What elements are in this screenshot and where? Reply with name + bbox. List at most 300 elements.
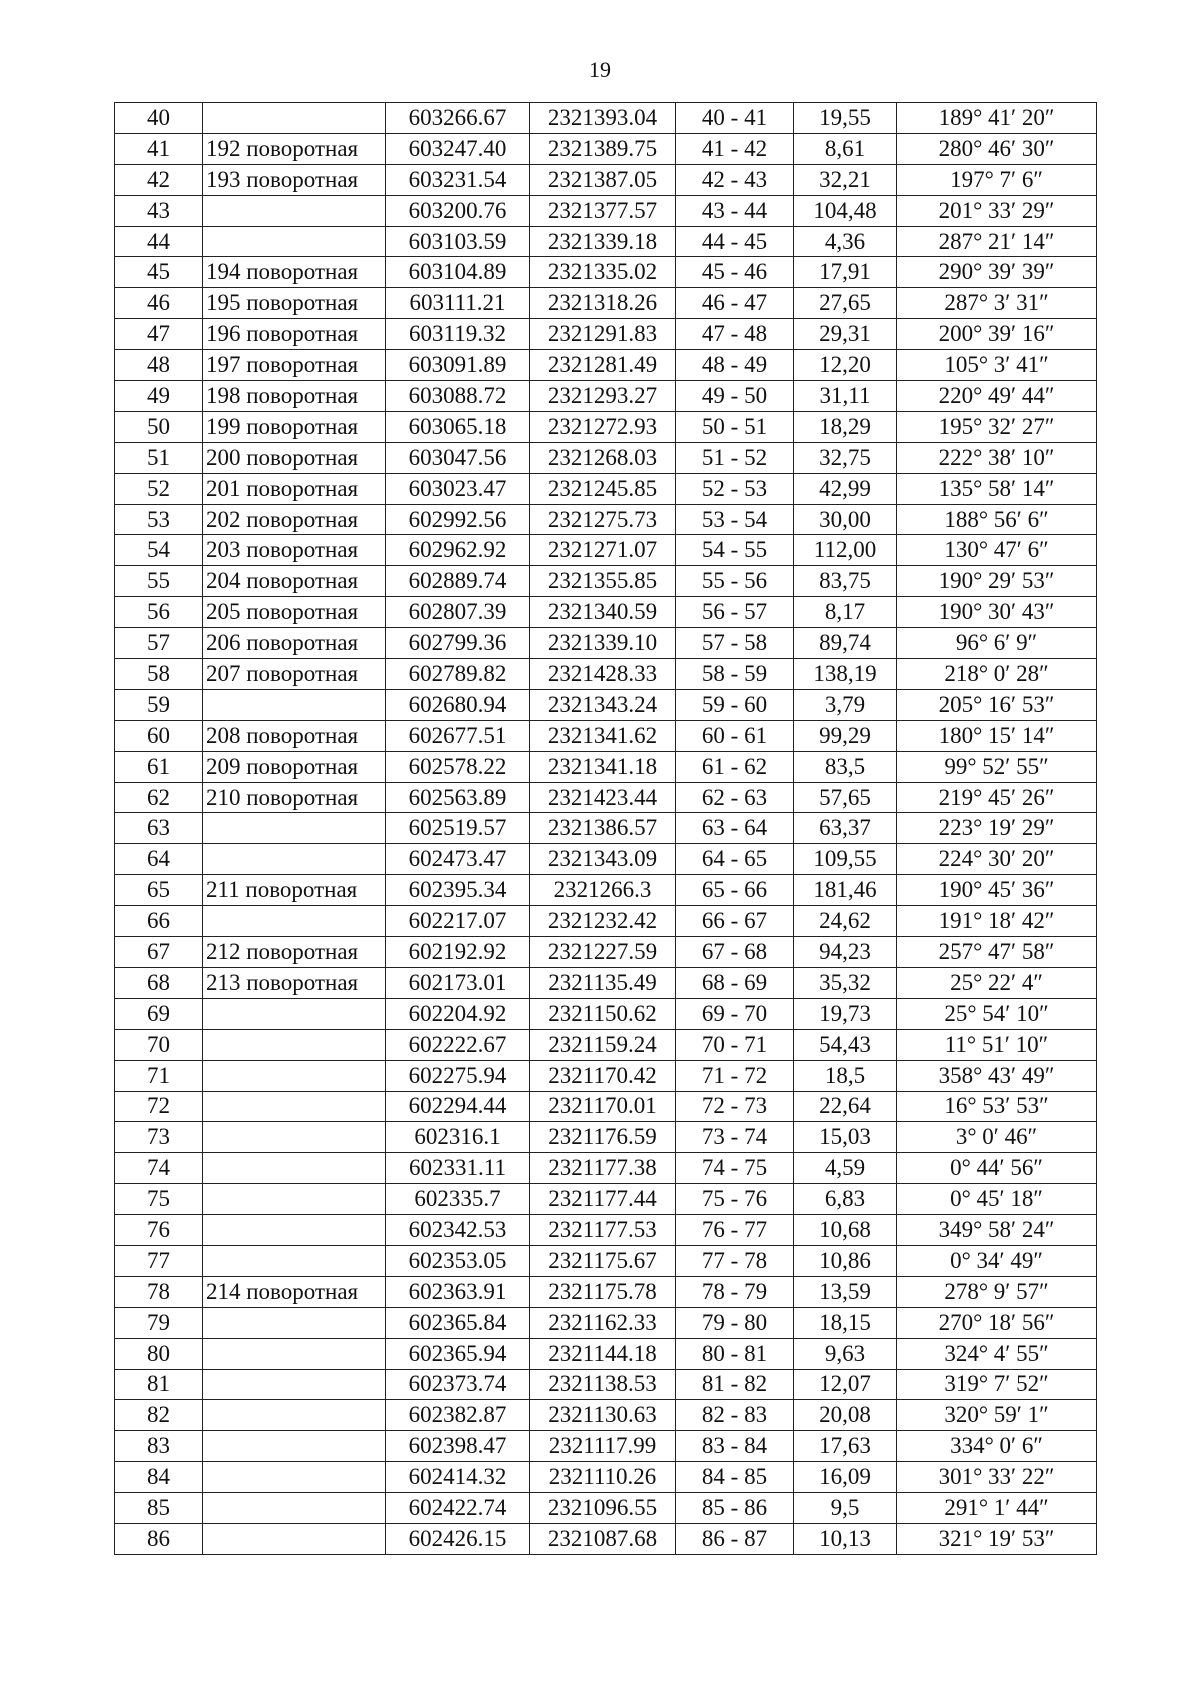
cell-bearing: 130° 47′ 6″ (897, 535, 1097, 566)
cell-coord-y: 2321343.24 (530, 689, 676, 720)
table-row (115, 813, 1097, 844)
table-row (115, 566, 1097, 597)
cell-segment: 43 - 44 (676, 195, 794, 226)
cell-segment: 71 - 72 (676, 1060, 794, 1091)
cell-segment: 45 - 46 (676, 257, 794, 288)
cell-segment: 73 - 74 (676, 1122, 794, 1153)
cell-coord-y: 2321339.10 (530, 628, 676, 659)
cell-distance: 8,61 (794, 133, 897, 164)
cell-coord-x: 602962.92 (386, 535, 530, 566)
cell-bearing: 223° 19′ 29″ (897, 813, 1097, 844)
table-row (115, 967, 1097, 998)
cell-distance: 18,15 (794, 1307, 897, 1338)
cell-bearing: 189° 41′ 20″ (897, 103, 1097, 134)
cell-segment: 60 - 61 (676, 720, 794, 751)
cell-bearing: 320° 59′ 1″ (897, 1400, 1097, 1431)
cell-coord-x: 602294.44 (386, 1091, 530, 1122)
cell-bearing: 219° 45′ 26″ (897, 782, 1097, 813)
cell-coord-x: 602414.32 (386, 1462, 530, 1493)
cell-point-number: 52 (115, 473, 203, 504)
cell-coord-y: 2321096.55 (530, 1493, 676, 1524)
cell-bearing: 197° 7′ 6″ (897, 164, 1097, 195)
cell-coord-x: 602316.1 (386, 1122, 530, 1153)
cell-point-number: 72 (115, 1091, 203, 1122)
cell-distance: 32,75 (794, 442, 897, 473)
cell-point-description: 196 поворотная (203, 319, 386, 350)
cell-coord-y: 2321389.75 (530, 133, 676, 164)
cell-coord-y: 2321144.18 (530, 1338, 676, 1369)
cell-segment: 53 - 54 (676, 504, 794, 535)
table-row (115, 782, 1097, 813)
table-row (115, 1276, 1097, 1307)
cell-point-number: 60 (115, 720, 203, 751)
cell-point-number: 56 (115, 597, 203, 628)
cell-point-number: 45 (115, 257, 203, 288)
cell-coord-x: 603266.67 (386, 103, 530, 134)
table-row (115, 1523, 1097, 1554)
table-row (115, 689, 1097, 720)
table-row (115, 875, 1097, 906)
cell-segment: 77 - 78 (676, 1245, 794, 1276)
cell-point-description (203, 1060, 386, 1091)
cell-point-description: 199 поворотная (203, 411, 386, 442)
cell-point-description: 211 поворотная (203, 875, 386, 906)
cell-distance: 8,17 (794, 597, 897, 628)
cell-point-number: 77 (115, 1245, 203, 1276)
cell-bearing: 0° 34′ 49″ (897, 1245, 1097, 1276)
cell-segment: 42 - 43 (676, 164, 794, 195)
cell-point-description: 202 поворотная (203, 504, 386, 535)
cell-coord-y: 2321355.85 (530, 566, 676, 597)
cell-point-description (203, 844, 386, 875)
cell-point-number: 51 (115, 442, 203, 473)
cell-coord-y: 2321393.04 (530, 103, 676, 134)
cell-coord-x: 602192.92 (386, 937, 530, 968)
cell-distance: 6,83 (794, 1184, 897, 1215)
cell-coord-y: 2321175.78 (530, 1276, 676, 1307)
table-row (115, 473, 1097, 504)
table-row (115, 751, 1097, 782)
cell-coord-y: 2321275.73 (530, 504, 676, 535)
cell-coord-x: 602331.11 (386, 1153, 530, 1184)
table-row (115, 1245, 1097, 1276)
cell-segment: 47 - 48 (676, 319, 794, 350)
cell-point-description (203, 1153, 386, 1184)
cell-point-number: 53 (115, 504, 203, 535)
cell-bearing: 191° 18′ 42″ (897, 906, 1097, 937)
cell-distance: 10,86 (794, 1245, 897, 1276)
cell-point-description: 208 поворотная (203, 720, 386, 751)
cell-coord-y: 2321150.62 (530, 998, 676, 1029)
cell-coord-x: 602807.39 (386, 597, 530, 628)
cell-distance: 16,09 (794, 1462, 897, 1493)
cell-point-description (203, 103, 386, 134)
cell-coord-y: 2321175.67 (530, 1245, 676, 1276)
cell-distance: 12,20 (794, 350, 897, 381)
cell-bearing: 278° 9′ 57″ (897, 1276, 1097, 1307)
cell-bearing: 205° 16′ 53″ (897, 689, 1097, 720)
cell-coord-y: 2321423.44 (530, 782, 676, 813)
cell-point-number: 68 (115, 967, 203, 998)
cell-coord-x: 602395.34 (386, 875, 530, 906)
table-row (115, 319, 1097, 350)
cell-coord-y: 2321170.42 (530, 1060, 676, 1091)
cell-bearing: 280° 46′ 30″ (897, 133, 1097, 164)
table-row (115, 1493, 1097, 1524)
cell-distance: 9,63 (794, 1338, 897, 1369)
cell-segment: 84 - 85 (676, 1462, 794, 1493)
cell-coord-y: 2321117.99 (530, 1431, 676, 1462)
cell-point-description (203, 813, 386, 844)
cell-distance: 9,5 (794, 1493, 897, 1524)
cell-coord-y: 2321176.59 (530, 1122, 676, 1153)
cell-point-description: 200 поворотная (203, 442, 386, 473)
cell-coord-x: 603119.32 (386, 319, 530, 350)
cell-coord-x: 602789.82 (386, 659, 530, 690)
cell-coord-x: 602992.56 (386, 504, 530, 535)
cell-distance: 63,37 (794, 813, 897, 844)
cell-point-number: 81 (115, 1369, 203, 1400)
cell-point-number: 40 (115, 103, 203, 134)
cell-coord-y: 2321339.18 (530, 226, 676, 257)
table-row (115, 1153, 1097, 1184)
cell-distance: 10,68 (794, 1215, 897, 1246)
table-row (115, 1215, 1097, 1246)
cell-point-number: 67 (115, 937, 203, 968)
table-row (115, 442, 1097, 473)
cell-bearing: 135° 58′ 14″ (897, 473, 1097, 504)
cell-distance: 112,00 (794, 535, 897, 566)
cell-segment: 70 - 71 (676, 1029, 794, 1060)
cell-distance: 31,11 (794, 381, 897, 412)
cell-bearing: 25° 54′ 10″ (897, 998, 1097, 1029)
cell-distance: 181,46 (794, 875, 897, 906)
cell-distance: 138,19 (794, 659, 897, 690)
cell-coord-y: 2321177.38 (530, 1153, 676, 1184)
cell-coord-x: 602275.94 (386, 1060, 530, 1091)
cell-segment: 63 - 64 (676, 813, 794, 844)
cell-bearing: 0° 44′ 56″ (897, 1153, 1097, 1184)
table-row (115, 103, 1097, 134)
cell-bearing: 349° 58′ 24″ (897, 1215, 1097, 1246)
cell-point-description (203, 998, 386, 1029)
table-row (115, 504, 1097, 535)
cell-point-number: 71 (115, 1060, 203, 1091)
cell-coord-y: 2321428.33 (530, 659, 676, 690)
cell-bearing: 301° 33′ 22″ (897, 1462, 1097, 1493)
cell-coord-y: 2321335.02 (530, 257, 676, 288)
cell-bearing: 25° 22′ 4″ (897, 967, 1097, 998)
cell-coord-x: 602677.51 (386, 720, 530, 751)
cell-bearing: 180° 15′ 14″ (897, 720, 1097, 751)
cell-bearing: 201° 33′ 29″ (897, 195, 1097, 226)
cell-point-number: 55 (115, 566, 203, 597)
cell-bearing: 188° 56′ 6″ (897, 504, 1097, 535)
cell-distance: 20,08 (794, 1400, 897, 1431)
table-row (115, 1400, 1097, 1431)
cell-coord-x: 603103.59 (386, 226, 530, 257)
cell-coord-x: 603111.21 (386, 288, 530, 319)
cell-distance: 83,5 (794, 751, 897, 782)
cell-point-number: 83 (115, 1431, 203, 1462)
cell-distance: 30,00 (794, 504, 897, 535)
cell-point-description: 205 поворотная (203, 597, 386, 628)
cell-coord-x: 602342.53 (386, 1215, 530, 1246)
cell-coord-y: 2321087.68 (530, 1523, 676, 1554)
cell-coord-x: 602365.84 (386, 1307, 530, 1338)
cell-segment: 75 - 76 (676, 1184, 794, 1215)
cell-coord-y: 2321162.33 (530, 1307, 676, 1338)
cell-bearing: 321° 19′ 53″ (897, 1523, 1097, 1554)
cell-segment: 67 - 68 (676, 937, 794, 968)
cell-distance: 27,65 (794, 288, 897, 319)
cell-point-description (203, 906, 386, 937)
table-row (115, 1029, 1097, 1060)
cell-point-description: 213 поворотная (203, 967, 386, 998)
cell-segment: 50 - 51 (676, 411, 794, 442)
cell-bearing: 200° 39′ 16″ (897, 319, 1097, 350)
cell-segment: 80 - 81 (676, 1338, 794, 1369)
cell-distance: 4,36 (794, 226, 897, 257)
cell-coord-x: 603047.56 (386, 442, 530, 473)
cell-segment: 85 - 86 (676, 1493, 794, 1524)
cell-segment: 61 - 62 (676, 751, 794, 782)
cell-point-number: 50 (115, 411, 203, 442)
cell-coord-y: 2321170.01 (530, 1091, 676, 1122)
cell-coord-y: 2321268.03 (530, 442, 676, 473)
cell-coord-x: 603247.40 (386, 133, 530, 164)
cell-point-description (203, 1091, 386, 1122)
cell-distance: 24,62 (794, 906, 897, 937)
cell-coord-y: 2321245.85 (530, 473, 676, 504)
cell-segment: 69 - 70 (676, 998, 794, 1029)
table-row (115, 1091, 1097, 1122)
cell-coord-x: 602398.47 (386, 1431, 530, 1462)
cell-point-description (203, 1245, 386, 1276)
cell-point-number: 86 (115, 1523, 203, 1554)
cell-bearing: 3° 0′ 46″ (897, 1122, 1097, 1153)
cell-point-number: 44 (115, 226, 203, 257)
cell-coord-x: 603091.89 (386, 350, 530, 381)
cell-coord-y: 2321272.93 (530, 411, 676, 442)
cell-coord-x: 603023.47 (386, 473, 530, 504)
cell-distance: 54,43 (794, 1029, 897, 1060)
cell-coord-x: 602335.7 (386, 1184, 530, 1215)
cell-segment: 52 - 53 (676, 473, 794, 504)
cell-coord-y: 2321291.83 (530, 319, 676, 350)
table-row (115, 1122, 1097, 1153)
cell-coord-y: 2321177.53 (530, 1215, 676, 1246)
cell-point-number: 79 (115, 1307, 203, 1338)
cell-bearing: 291° 1′ 44″ (897, 1493, 1097, 1524)
cell-coord-y: 2321343.09 (530, 844, 676, 875)
table-row (115, 133, 1097, 164)
cell-coord-x: 602173.01 (386, 967, 530, 998)
table-row (115, 350, 1097, 381)
cell-point-number: 78 (115, 1276, 203, 1307)
cell-coord-x: 602563.89 (386, 782, 530, 813)
cell-coord-y: 2321130.63 (530, 1400, 676, 1431)
cell-coord-y: 2321110.26 (530, 1462, 676, 1493)
cell-coord-x: 602217.07 (386, 906, 530, 937)
table-row (115, 1462, 1097, 1493)
cell-point-description (203, 1184, 386, 1215)
cell-coord-x: 603200.76 (386, 195, 530, 226)
cell-segment: 62 - 63 (676, 782, 794, 813)
coordinates-table-body (115, 103, 1097, 1555)
cell-point-description (203, 1215, 386, 1246)
cell-point-description: 193 поворотная (203, 164, 386, 195)
table-row (115, 1184, 1097, 1215)
cell-segment: 66 - 67 (676, 906, 794, 937)
cell-point-description (203, 1307, 386, 1338)
cell-point-number: 59 (115, 689, 203, 720)
cell-segment: 44 - 45 (676, 226, 794, 257)
cell-bearing: 290° 39′ 39″ (897, 257, 1097, 288)
cell-distance: 10,13 (794, 1523, 897, 1554)
cell-bearing: 190° 29′ 53″ (897, 566, 1097, 597)
cell-point-number: 69 (115, 998, 203, 1029)
table-row (115, 906, 1097, 937)
table-row (115, 1060, 1097, 1091)
cell-point-number: 46 (115, 288, 203, 319)
cell-segment: 86 - 87 (676, 1523, 794, 1554)
table-row (115, 844, 1097, 875)
cell-distance: 17,91 (794, 257, 897, 288)
cell-distance: 57,65 (794, 782, 897, 813)
cell-point-description (203, 1523, 386, 1554)
cell-distance: 12,07 (794, 1369, 897, 1400)
cell-point-description: 204 поворотная (203, 566, 386, 597)
cell-point-description (203, 1462, 386, 1493)
cell-segment: 49 - 50 (676, 381, 794, 412)
cell-point-number: 74 (115, 1153, 203, 1184)
table-row (115, 937, 1097, 968)
cell-segment: 78 - 79 (676, 1276, 794, 1307)
cell-segment: 64 - 65 (676, 844, 794, 875)
cell-point-description: 206 поворотная (203, 628, 386, 659)
table-row (115, 535, 1097, 566)
cell-bearing: 190° 45′ 36″ (897, 875, 1097, 906)
cell-point-number: 65 (115, 875, 203, 906)
cell-coord-x: 602680.94 (386, 689, 530, 720)
cell-point-description: 195 поворотная (203, 288, 386, 319)
cell-coord-x: 602578.22 (386, 751, 530, 782)
cell-point-description (203, 1122, 386, 1153)
table-row (115, 628, 1097, 659)
cell-coord-x: 602204.92 (386, 998, 530, 1029)
coordinates-table (114, 102, 1097, 1555)
cell-coord-x: 603231.54 (386, 164, 530, 195)
cell-coord-x: 603088.72 (386, 381, 530, 412)
cell-coord-x: 602426.15 (386, 1523, 530, 1554)
cell-point-number: 42 (115, 164, 203, 195)
cell-distance: 18,5 (794, 1060, 897, 1091)
cell-point-description (203, 1400, 386, 1431)
cell-point-description (203, 689, 386, 720)
cell-coord-y: 2321159.24 (530, 1029, 676, 1060)
table-row (115, 1431, 1097, 1462)
cell-point-description (203, 1369, 386, 1400)
table-row (115, 659, 1097, 690)
cell-segment: 48 - 49 (676, 350, 794, 381)
cell-distance: 42,99 (794, 473, 897, 504)
cell-coord-x: 602365.94 (386, 1338, 530, 1369)
cell-coord-y: 2321293.27 (530, 381, 676, 412)
cell-coord-y: 2321138.53 (530, 1369, 676, 1400)
cell-point-number: 54 (115, 535, 203, 566)
table-row (115, 1307, 1097, 1338)
cell-coord-y: 2321135.49 (530, 967, 676, 998)
cell-segment: 56 - 57 (676, 597, 794, 628)
cell-distance: 109,55 (794, 844, 897, 875)
cell-point-number: 58 (115, 659, 203, 690)
cell-point-number: 75 (115, 1184, 203, 1215)
cell-segment: 51 - 52 (676, 442, 794, 473)
cell-bearing: 358° 43′ 49″ (897, 1060, 1097, 1091)
cell-segment: 59 - 60 (676, 689, 794, 720)
cell-coord-x: 602799.36 (386, 628, 530, 659)
cell-point-description: 207 поворотная (203, 659, 386, 690)
cell-distance: 3,79 (794, 689, 897, 720)
cell-bearing: 218° 0′ 28″ (897, 659, 1097, 690)
page-number: 19 (589, 57, 611, 82)
cell-segment: 57 - 58 (676, 628, 794, 659)
cell-segment: 74 - 75 (676, 1153, 794, 1184)
cell-distance: 15,03 (794, 1122, 897, 1153)
cell-distance: 19,55 (794, 103, 897, 134)
cell-segment: 65 - 66 (676, 875, 794, 906)
cell-segment: 58 - 59 (676, 659, 794, 690)
cell-segment: 54 - 55 (676, 535, 794, 566)
cell-point-number: 61 (115, 751, 203, 782)
cell-bearing: 0° 45′ 18″ (897, 1184, 1097, 1215)
cell-coord-y: 2321340.59 (530, 597, 676, 628)
table-row (115, 257, 1097, 288)
cell-coord-y: 2321387.05 (530, 164, 676, 195)
cell-point-description: 198 поворотная (203, 381, 386, 412)
cell-bearing: 105° 3′ 41″ (897, 350, 1097, 381)
cell-coord-y: 2321377.57 (530, 195, 676, 226)
cell-bearing: 11° 51′ 10″ (897, 1029, 1097, 1060)
cell-coord-x: 602889.74 (386, 566, 530, 597)
cell-segment: 55 - 56 (676, 566, 794, 597)
cell-point-description (203, 1431, 386, 1462)
table-row (115, 164, 1097, 195)
table-row (115, 288, 1097, 319)
cell-point-description (203, 1029, 386, 1060)
cell-distance: 104,48 (794, 195, 897, 226)
cell-point-number: 41 (115, 133, 203, 164)
cell-coord-y: 2321281.49 (530, 350, 676, 381)
cell-point-description: 203 поворотная (203, 535, 386, 566)
cell-point-number: 84 (115, 1462, 203, 1493)
cell-coord-y: 2321341.18 (530, 751, 676, 782)
cell-point-number: 66 (115, 906, 203, 937)
cell-point-description: 192 поворотная (203, 133, 386, 164)
table-row (115, 226, 1097, 257)
cell-coord-y: 2321386.57 (530, 813, 676, 844)
cell-coord-x: 602353.05 (386, 1245, 530, 1276)
cell-distance: 83,75 (794, 566, 897, 597)
cell-coord-x: 602373.74 (386, 1369, 530, 1400)
cell-bearing: 16° 53′ 53″ (897, 1091, 1097, 1122)
cell-point-description: 212 поворотная (203, 937, 386, 968)
cell-coord-x: 602519.57 (386, 813, 530, 844)
cell-point-description (203, 195, 386, 226)
cell-point-number: 85 (115, 1493, 203, 1524)
cell-coord-x: 602222.67 (386, 1029, 530, 1060)
